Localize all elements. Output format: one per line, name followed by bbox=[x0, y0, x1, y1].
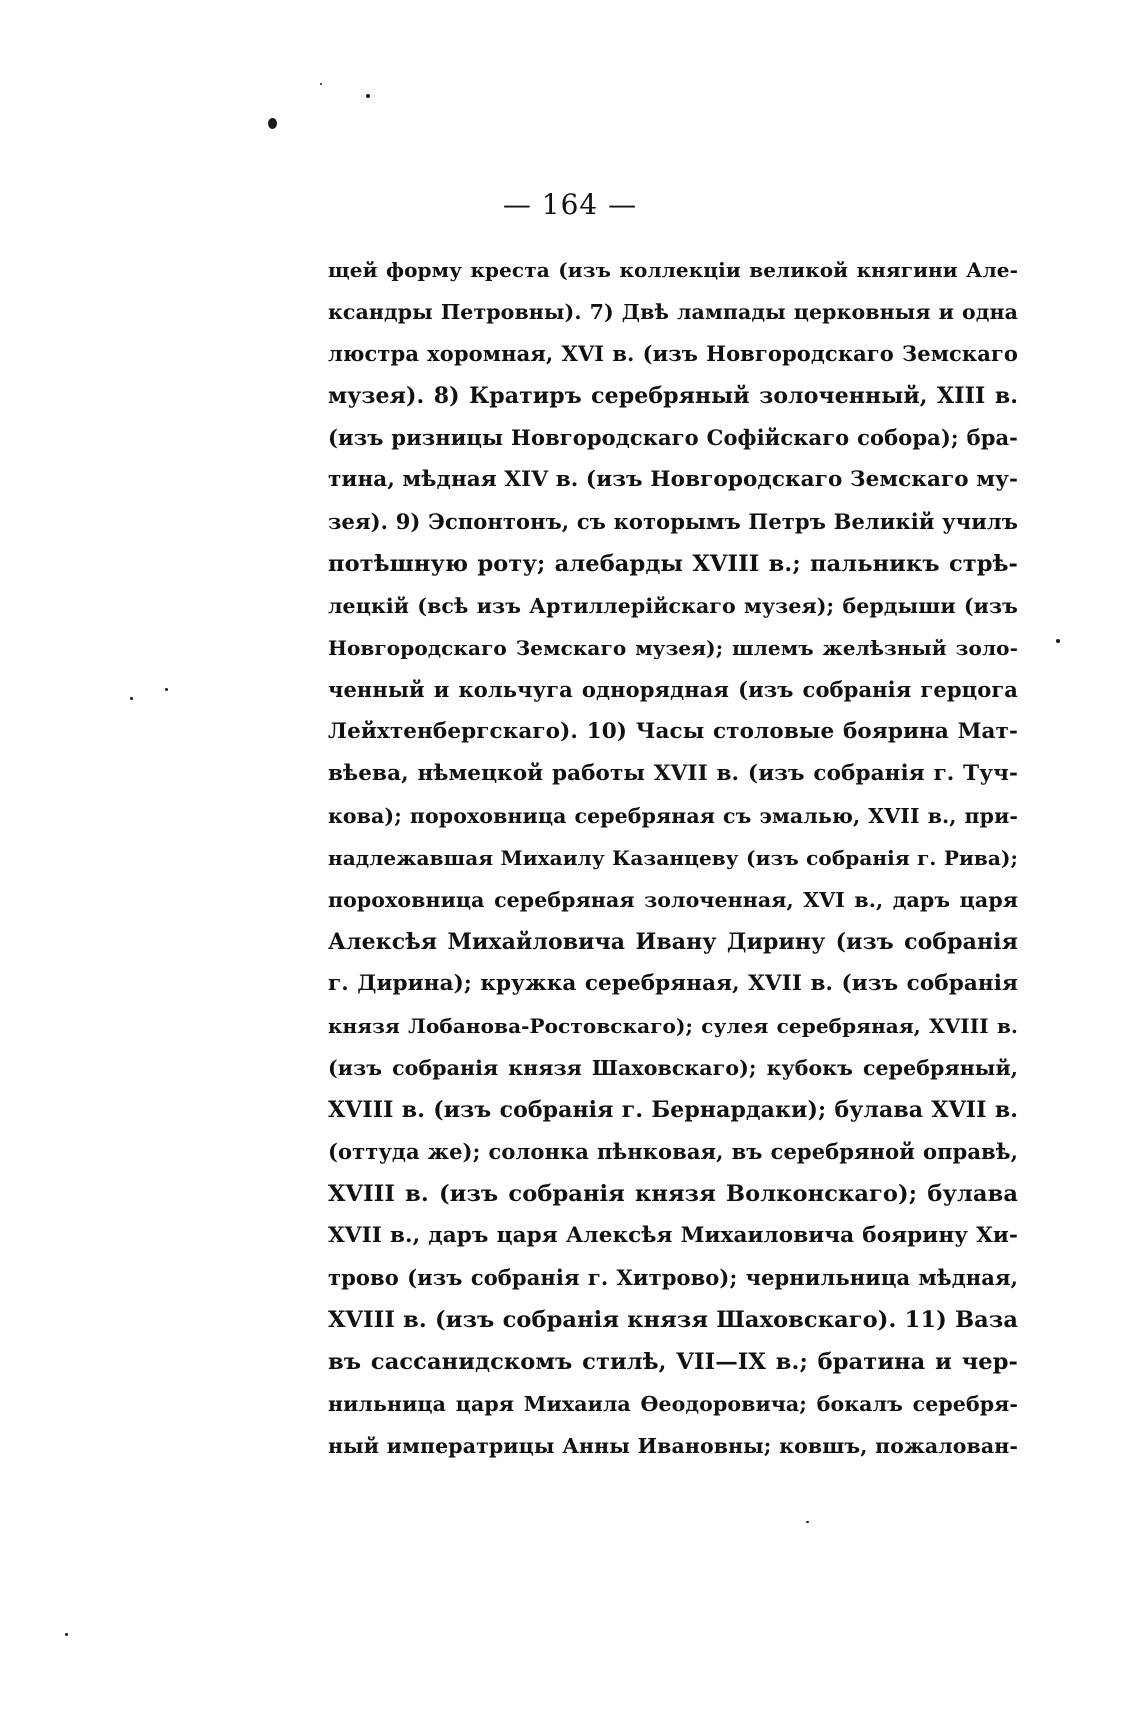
text-line: кова); пороховница серебряная съ эмалью, XVII в., при- bbox=[328, 804, 1018, 828]
text-line: (оттуда же); солонка пѣнковая, въ серебряной оправѣ, bbox=[328, 1139, 1018, 1164]
text-line: трово (изъ собранія г. Хитрово); чернильница мѣдная, bbox=[328, 1265, 1018, 1290]
text-line: Лейхтенбергскаго). 10) Часы столовые боярина Мат- bbox=[328, 719, 1018, 744]
text-line: Алексѣя Михайловича Ивану Дирину (изъ собранія bbox=[328, 929, 1018, 955]
text-line: щей форму креста (изъ коллекціи великой княгини Але- bbox=[328, 258, 1018, 282]
text-line: (изъ собранія князя Шаховскаго); кубокъ серебряный, bbox=[328, 1056, 1018, 1080]
text-line: тина, мѣдная XIV в. (изъ Новгородскаго Земскаго му- bbox=[328, 467, 1018, 492]
text-line: князя Лобанова-Ростовскаго); сулея серебряная, XVIII в. bbox=[328, 1014, 1018, 1038]
text-line: люстра хоромная, XVI в. (изъ Новгородскаго Земскаго bbox=[328, 341, 1018, 366]
text-line: ченный и кольчуга однорядная (изъ собранія герцога bbox=[328, 677, 1018, 702]
body-text bbox=[328, 249, 1018, 1467]
page-number: — 164 — bbox=[502, 188, 638, 221]
text-line: лецкій (всѣ изъ Артиллерійскаго музея); бердыши (изъ bbox=[328, 594, 1018, 618]
text-line: XVIII в. (изъ собранія князя Шаховскаго). 11) Ваза bbox=[328, 1307, 1018, 1333]
scan-speck bbox=[130, 697, 133, 700]
text-line: XVIII в. (изъ собранія князя Волконскаго); булава bbox=[328, 1181, 1018, 1207]
scan-speck bbox=[806, 1521, 809, 1523]
text-line: ный императрицы Анны Ивановны; ковшъ, пожалован- bbox=[328, 1434, 1018, 1458]
scan-speck bbox=[65, 1633, 68, 1636]
scan-speck bbox=[366, 94, 370, 98]
text-line: пороховница серебряная золоченная, XVI в., даръ царя bbox=[328, 888, 1018, 912]
text-line: (изъ ризницы Новгородскаго Софійскаго собора); бра- bbox=[328, 425, 1018, 450]
text-line: въ сассанидскомъ стилѣ, VII—IX в.; братина и чер- bbox=[328, 1349, 1018, 1375]
text-line: потѣшную роту; алебарды XVIII в.; пальникъ стрѣ- bbox=[328, 551, 1018, 577]
text-line: г. Дирина); кружка серебряная, XVII в. (изъ собранія bbox=[328, 971, 1018, 996]
text-line: музея). 8) Кратиръ серебряный золоченный, XIII в. bbox=[328, 383, 1018, 409]
text-line: вѣева, нѣмецкой работы XVII в. (изъ собранія г. Туч- bbox=[328, 761, 1018, 786]
text-line: XVIII в. (изъ собранія г. Бернардаки); булава XVII в. bbox=[328, 1097, 1018, 1123]
text-line: нильница царя Михаила Ѳеодоровича; бокалъ серебря- bbox=[328, 1392, 1018, 1416]
text-line: зея). 9) Эспонтонъ, съ которымъ Петръ Великій училъ bbox=[328, 509, 1018, 534]
scan-speck bbox=[320, 83, 322, 85]
scan-speck bbox=[165, 688, 168, 691]
scan-speck bbox=[268, 118, 277, 129]
scan-speck bbox=[1056, 639, 1060, 643]
text-line: ксандры Петровны). 7) Двѣ лампады церковныя и одна bbox=[328, 300, 1018, 324]
text-line: XVII в., даръ царя Алексѣя Михаиловича боярину Хи- bbox=[328, 1223, 1018, 1248]
text-line: Новгородскаго Земскаго музея); шлемъ желѣзный золо- bbox=[328, 636, 1018, 660]
text-line: надлежавшая Михаилу Казанцеву (изъ собранія г. Рива); bbox=[328, 846, 1018, 870]
